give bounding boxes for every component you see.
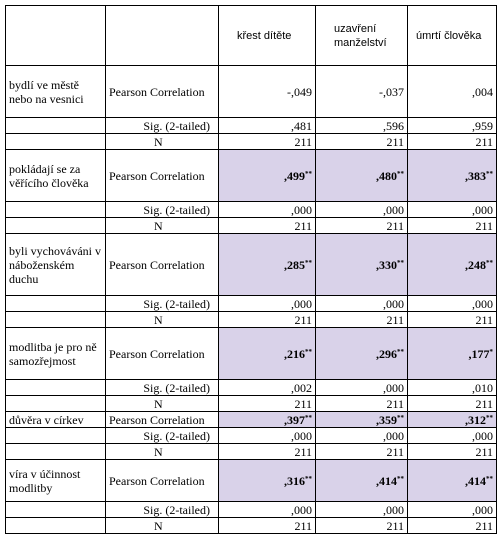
pearson-value-cell: [316, 460, 408, 502]
sig-value: ,596: [316, 118, 408, 134]
n-value: 211: [219, 312, 316, 328]
n-value: 211: [219, 218, 316, 234]
significance-stars: *: [489, 347, 493, 356]
sig-value: ,000: [219, 502, 316, 518]
variable-label: víra v účinnost modlitby: [6, 460, 106, 502]
n-value: 211: [408, 518, 497, 534]
significance-stars: **: [397, 474, 404, 483]
significance-stars: **: [305, 258, 312, 267]
pearson-value: ,312: [465, 412, 486, 427]
significance-stars: **: [305, 169, 312, 178]
significance-stars: **: [486, 169, 493, 178]
empty-variable-cell: [6, 118, 106, 134]
pearson-row: [6, 150, 497, 202]
n-row: [6, 444, 497, 460]
sig-value: ,000: [316, 202, 408, 218]
sig-value: ,002: [219, 380, 316, 396]
significance-stars: **: [305, 474, 312, 483]
pearson-row: [6, 66, 497, 118]
significance-stars: **: [397, 347, 404, 356]
sig-value: ,000: [408, 202, 497, 218]
empty-variable-cell: [6, 134, 106, 150]
stat-label-sig: Sig. (2-tailed): [106, 502, 219, 518]
pearson-row: [6, 328, 497, 380]
sig-value: ,000: [219, 296, 316, 312]
stat-label-sig: Sig. (2-tailed): [106, 380, 219, 396]
column-header-krest: křest dítěte: [219, 6, 316, 66]
variable-label: důvěra v církev: [6, 412, 106, 428]
sig-row: [6, 296, 497, 312]
stat-label-pearson: Pearson Correlation: [106, 66, 219, 118]
pearson-value: ,248: [465, 257, 486, 272]
pearson-value: ,296: [376, 346, 397, 361]
n-row: [6, 396, 497, 412]
n-value: 211: [408, 312, 497, 328]
pearson-value-cell: [316, 66, 408, 118]
empty-variable-cell: [6, 380, 106, 396]
n-value: 211: [219, 444, 316, 460]
sig-row: [6, 502, 497, 518]
sig-row: [6, 428, 497, 444]
pearson-value-cell: [316, 412, 408, 428]
significance-stars: **: [397, 169, 404, 178]
pearson-value-cell: [408, 460, 497, 502]
pearson-value: ,499: [284, 168, 305, 183]
stat-label-sig: Sig. (2-tailed): [106, 118, 219, 134]
n-value: 211: [316, 312, 408, 328]
pearson-value-cell: [408, 234, 497, 296]
significance-stars: **: [397, 413, 404, 422]
variable-label: byli vychováváni v náboženském duchu: [6, 234, 106, 296]
pearson-row: [6, 234, 497, 296]
n-value: 211: [316, 396, 408, 412]
significance-stars: **: [486, 258, 493, 267]
pearson-value-cell: [219, 328, 316, 380]
significance-stars: **: [305, 413, 312, 422]
empty-variable-cell: [6, 312, 106, 328]
pearson-value-cell: [408, 150, 497, 202]
variable-label: pokládají se za věřícího člověka: [6, 150, 106, 202]
significance-stars: **: [486, 474, 493, 483]
pearson-value-cell: [219, 460, 316, 502]
n-row: [6, 218, 497, 234]
empty-variable-cell: [6, 518, 106, 534]
sig-row: [6, 380, 497, 396]
sig-value: ,481: [219, 118, 316, 134]
stat-label-n: N: [106, 518, 219, 534]
pearson-row: [6, 460, 497, 502]
pearson-value: ,414: [376, 473, 397, 488]
header-row: [6, 6, 497, 66]
stat-label-pearson: Pearson Correlation: [106, 150, 219, 202]
pearson-value-cell: [408, 66, 497, 118]
sig-value: ,000: [316, 380, 408, 396]
sig-value: ,000: [219, 202, 316, 218]
stat-label-sig: Sig. (2-tailed): [106, 296, 219, 312]
n-value: 211: [316, 134, 408, 150]
n-value: 211: [316, 218, 408, 234]
sig-value: ,000: [219, 428, 316, 444]
pearson-value: ,383: [465, 168, 486, 183]
correlation-table: [5, 5, 497, 534]
empty-variable-cell: [6, 218, 106, 234]
n-value: 211: [408, 134, 497, 150]
sig-row: [6, 118, 497, 134]
n-value: 211: [219, 134, 316, 150]
sig-row: [6, 202, 497, 218]
empty-variable-cell: [6, 296, 106, 312]
column-header-umrti: úmrtí člověka: [408, 6, 497, 66]
significance-stars: **: [397, 258, 404, 267]
stat-label-pearson: Pearson Correlation: [106, 234, 219, 296]
n-value: 211: [219, 396, 316, 412]
n-value: 211: [408, 396, 497, 412]
empty-variable-cell: [6, 502, 106, 518]
significance-stars: **: [305, 347, 312, 356]
sig-value: ,000: [316, 296, 408, 312]
stat-label-pearson: Pearson Correlation: [106, 460, 219, 502]
pearson-value: ,480: [376, 168, 397, 183]
pearson-value-cell: [408, 412, 497, 428]
n-row: [6, 518, 497, 534]
pearson-value: ,414: [465, 473, 486, 488]
sig-value: ,000: [408, 296, 497, 312]
variable-label: modlitba je pro ně samozřejmost: [6, 328, 106, 380]
n-row: [6, 312, 497, 328]
variable-label: bydlí ve městě nebo na vesnici: [6, 66, 106, 118]
n-value: 211: [316, 444, 408, 460]
pearson-value-cell: [219, 150, 316, 202]
pearson-row: [6, 412, 497, 428]
sig-value: ,000: [408, 502, 497, 518]
pearson-value-cell: [219, 66, 316, 118]
n-value: 211: [219, 518, 316, 534]
pearson-value: -,037: [379, 84, 404, 99]
stat-label-n: N: [106, 134, 219, 150]
sig-value: ,959: [408, 118, 497, 134]
column-header-uzavreni: uzavření manželství: [316, 6, 408, 66]
significance-stars: **: [486, 413, 493, 422]
stat-label-n: N: [106, 312, 219, 328]
empty-variable-cell: [6, 444, 106, 460]
empty-variable-cell: [6, 428, 106, 444]
sig-value: ,000: [316, 428, 408, 444]
pearson-value: ,285: [284, 257, 305, 272]
pearson-value-cell: [316, 234, 408, 296]
corner-cell: [6, 6, 106, 66]
pearson-value: ,397: [284, 412, 305, 427]
n-row: [6, 134, 497, 150]
stat-header-cell: [106, 6, 219, 66]
pearson-value: ,216: [284, 346, 305, 361]
n-value: 211: [408, 218, 497, 234]
stat-label-n: N: [106, 396, 219, 412]
stat-label-pearson: Pearson Correlation: [106, 328, 219, 380]
stat-label-n: N: [106, 444, 219, 460]
pearson-value-cell: [219, 234, 316, 296]
pearson-value: ,330: [376, 257, 397, 272]
pearson-value: ,316: [284, 473, 305, 488]
sig-value: ,000: [316, 502, 408, 518]
pearson-value-cell: [316, 150, 408, 202]
n-value: 211: [408, 444, 497, 460]
pearson-value: ,359: [376, 412, 397, 427]
pearson-value-cell: [408, 328, 497, 380]
n-value: 211: [316, 518, 408, 534]
pearson-value-cell: [316, 328, 408, 380]
empty-variable-cell: [6, 396, 106, 412]
stat-label-sig: Sig. (2-tailed): [106, 428, 219, 444]
pearson-value: ,177: [468, 346, 490, 361]
stat-label-pearson: Pearson Correlation: [106, 412, 219, 428]
pearson-value: -,049: [287, 84, 312, 99]
stat-label-n: N: [106, 218, 219, 234]
sig-value: ,010: [408, 380, 497, 396]
stat-label-sig: Sig. (2-tailed): [106, 202, 219, 218]
pearson-value-cell: [219, 412, 316, 428]
empty-variable-cell: [6, 202, 106, 218]
sig-value: ,000: [408, 428, 497, 444]
pearson-value: ,004: [472, 84, 493, 99]
